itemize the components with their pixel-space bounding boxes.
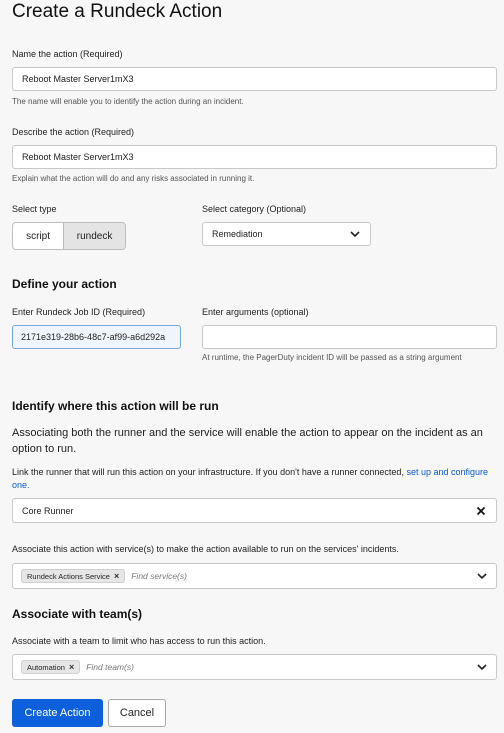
describe-label: Describe the action (Required) <box>12 127 135 137</box>
chevron-down-icon <box>349 228 361 240</box>
teams-heading: Associate with team(s) <box>12 607 143 621</box>
cancel-button[interactable]: Cancel <box>108 699 166 727</box>
teams-label: Associate with a team to limit who has access to run this action. <box>12 636 266 646</box>
job-id-value: 2171e319-28b6-48c7-af99-a6d292a <box>21 332 166 342</box>
args-label: Enter arguments (optional) <box>202 307 309 317</box>
close-icon[interactable]: × <box>113 571 120 581</box>
runner-select[interactable] <box>12 498 497 523</box>
name-input[interactable] <box>12 67 497 91</box>
type-segmented-control <box>12 222 126 250</box>
teams-multiselect[interactable] <box>12 654 497 680</box>
team-search-placeholder[interactable]: Find team(s) <box>86 662 134 672</box>
service-selection <box>21 569 187 583</box>
category-label: Select category (Optional) <box>202 204 307 214</box>
setup-runner-link[interactable]: set up and configure one. <box>12 467 489 490</box>
category-select[interactable] <box>202 222 371 246</box>
job-id-input[interactable] <box>12 325 181 349</box>
chevron-down-icon[interactable] <box>476 570 488 582</box>
teams-selection <box>21 660 134 674</box>
name-input-value: Reboot Master Server1mX3 <box>22 74 134 84</box>
service-search-placeholder[interactable]: Find service(s) <box>131 571 187 581</box>
team-chip <box>21 660 80 674</box>
name-help: The name will enable you to identify the action during an incident. <box>12 97 244 106</box>
page-title: Create a Rundeck Action <box>12 1 223 22</box>
describe-input-value: Reboot Master Server1mX3 <box>22 152 134 162</box>
run-where-heading: Identify where this action will be run <box>12 399 219 413</box>
describe-input[interactable] <box>12 145 497 169</box>
service-chip <box>21 569 125 583</box>
close-icon[interactable]: × <box>68 662 75 672</box>
type-option-rundeck[interactable]: rundeck <box>63 223 125 249</box>
name-label: Name the action (Required) <box>12 49 123 59</box>
run-where-description: Associating both the runner and the service will enable the action to appear on the incident as an option to run. <box>12 427 483 455</box>
runner-label <box>12 466 494 492</box>
define-heading: Define your action <box>12 277 117 291</box>
runner-label-text: Link the runner that will run this action on your infrastructure. If you don't have a runner connected, <box>12 467 404 477</box>
job-id-label: Enter Rundeck Job ID (Required) <box>12 307 146 317</box>
chevron-down-icon[interactable] <box>476 661 488 673</box>
service-multiselect[interactable] <box>12 563 497 589</box>
args-input[interactable] <box>202 325 497 349</box>
create-action-button[interactable]: Create Action <box>12 699 103 727</box>
team-chip-label: Automation <box>27 662 65 672</box>
runner-value: Core Runner <box>22 505 74 516</box>
service-label: Associate this action with service(s) to make the action available to run on the services' incidents. <box>12 544 399 554</box>
category-value: Remediation <box>212 229 263 239</box>
service-chip-label: Rundeck Actions Service <box>27 571 110 581</box>
close-icon[interactable] <box>475 505 487 517</box>
args-help: At runtime, the PagerDuty incident ID will be passed as a string argument <box>202 353 462 362</box>
type-label: Select type <box>12 204 57 214</box>
type-option-script[interactable]: script <box>26 230 50 242</box>
describe-help: Explain what the action will do and any risks associated in running it. <box>12 174 255 183</box>
